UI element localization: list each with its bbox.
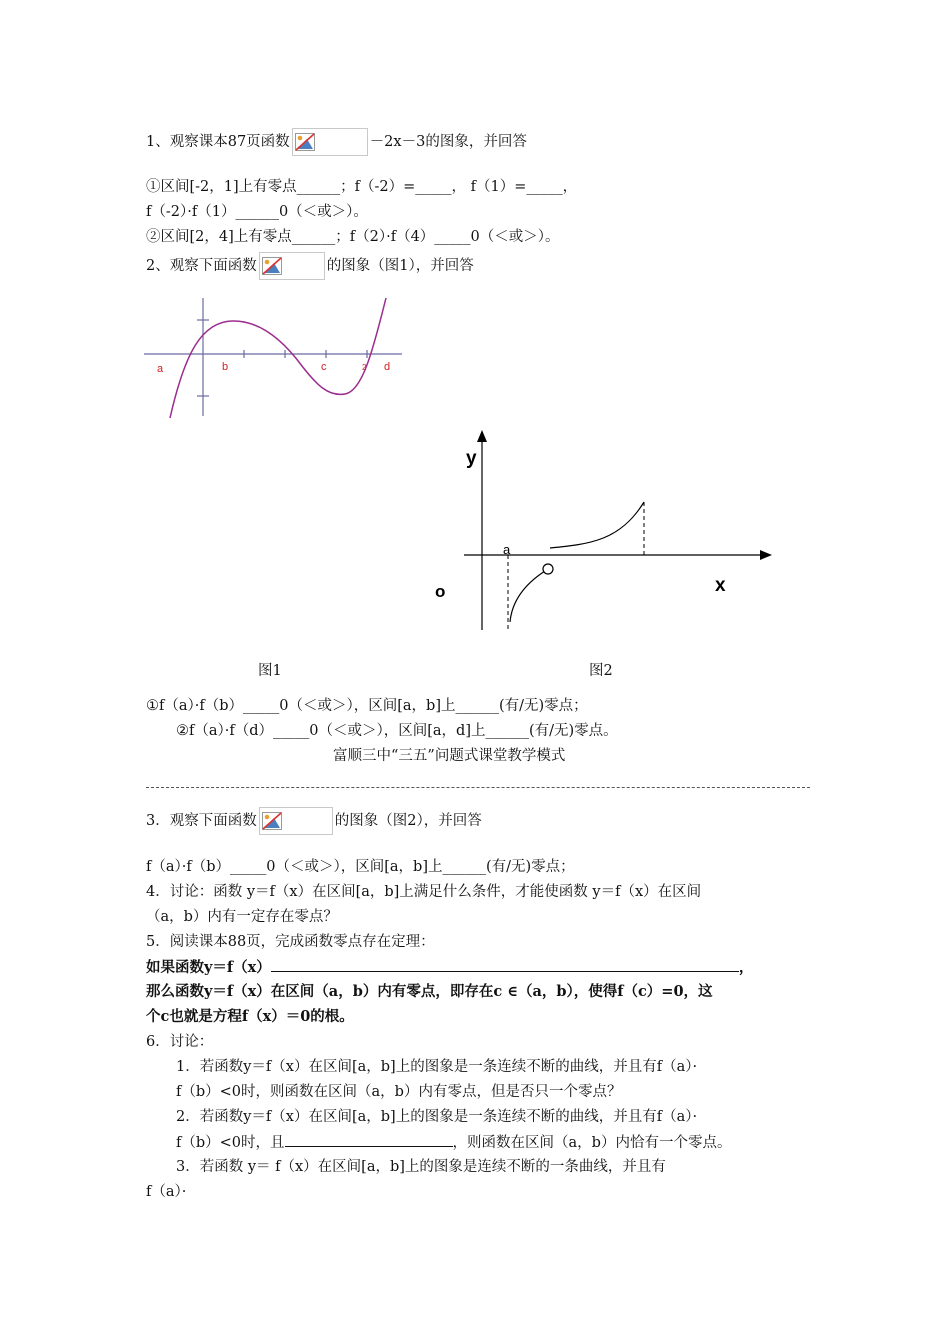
q5-line1: 5．阅读课本88页，完成函数零点存在定理： (146, 934, 435, 950)
q6-s3-line1: 3．若函数 y＝ f（x）在区间[a，b]上的图象是连续不断的一条曲线，并且有 (176, 1159, 666, 1175)
figure2-upper-branch (550, 502, 644, 548)
figure2-caption: 图2 (589, 663, 613, 679)
q6-s2-line2: f（b）<0时，且 ，则函数在区间（a，b）内恰有一个零点。 (176, 1132, 731, 1153)
figure1-label-2: 2 (362, 363, 367, 372)
figure2-open-circle (543, 564, 553, 574)
q2-item1: ①f（a）·f（b）_____0（＜或＞），区间[a，b]上______(有/无)零点； (146, 698, 588, 714)
figure1-cubic-curve (170, 298, 386, 418)
figure2-label-y: y (466, 448, 477, 469)
figure2-label-o: o (435, 582, 446, 601)
broken-image-icon (262, 257, 282, 275)
figure2-label-x: x (715, 575, 726, 596)
q6-s1-line2: f（b）<0时，则函数在区间（a，b）内有零点，但是否只一个零点？ (176, 1084, 622, 1100)
figure1-graph (140, 292, 410, 422)
figure1-label-b: b (222, 361, 229, 373)
q1-intro: 1、观察课本87页函数 －2x－3的图象，并回答 (146, 128, 527, 156)
q2-intro: 2、观察下面函数 的图象（图1），并回答 (146, 252, 474, 280)
broken-image-icon (262, 812, 282, 830)
formula-image-placeholder (292, 128, 368, 156)
q5-line2: 如果函数y＝f（x） ， (146, 959, 754, 976)
q3-intro: 3．观察下面函数 的图象（图2），并回答 (146, 807, 482, 835)
q6-s2-line1: 2．若函数y＝f（x）在区间[a，b]上的图象是一条连续不断的曲线，并且有f（a）· (176, 1109, 698, 1125)
q6-s1-line1: 1．若函数y＝f（x）在区间[a，b]上的图象是一条连续不断的曲线，并且有f（a）· (176, 1059, 698, 1075)
q4-line2: （a，b）内有一定存在零点？ (146, 909, 338, 925)
figure1-caption: 图1 (258, 663, 282, 679)
broken-image-icon (295, 133, 315, 151)
q4-line1: 4．讨论：函数 y＝f（x）在区间[a，b]上满足什么条件，才能使函数 y＝f（x）在区间 (146, 884, 702, 900)
figure1-label-c: c (321, 361, 327, 373)
q6-s3-line2: f（a）· (146, 1184, 187, 1200)
figure2-y-arrow (477, 430, 487, 442)
figure2-label-a: a (503, 542, 511, 557)
q3-item1: f（a）·f（b）_____0（＜或＞），区间[a，b]上______(有/无)零点； (146, 859, 575, 875)
q1-item2: f（-2）·f（1）______0（＜或＞）。 (146, 204, 368, 220)
formula-image-placeholder (259, 807, 333, 835)
figure1-label-d: d (384, 361, 391, 373)
q6-title: 6．讨论： (146, 1034, 214, 1050)
blank-line (271, 957, 739, 972)
q2-item2: ②f（a）·f（d）_____0（＜或＞），区间[a，d]上______(有/无)零点。 (176, 723, 618, 739)
q1-item1: ①区间[-2，1]上有零点______；f（-2）=_____， f（1）=_____， (146, 179, 578, 195)
q1-item3: ②区间[2，4]上有零点______；f（2）·f（4）_____0（＜或＞）。 (146, 229, 560, 245)
blank-line (285, 1132, 453, 1147)
footer-title: 富顺三中“三五”问题式课堂教学模式 (333, 748, 566, 764)
q5-line4: 个c也就是方程f（x）＝0的根。 (146, 1008, 354, 1025)
figure1-label-a: a (157, 363, 164, 375)
figure2-lower-branch (510, 571, 545, 622)
q5-line3: 那么函数y＝f（x）在区间（a，b）内有零点，即存在c ∈（a，b），使得f（c）=0，这 (146, 983, 713, 1000)
figure2-graph (430, 426, 780, 636)
formula-image-placeholder (259, 252, 325, 280)
page-divider (146, 787, 810, 788)
figure2-x-arrow (760, 550, 772, 560)
